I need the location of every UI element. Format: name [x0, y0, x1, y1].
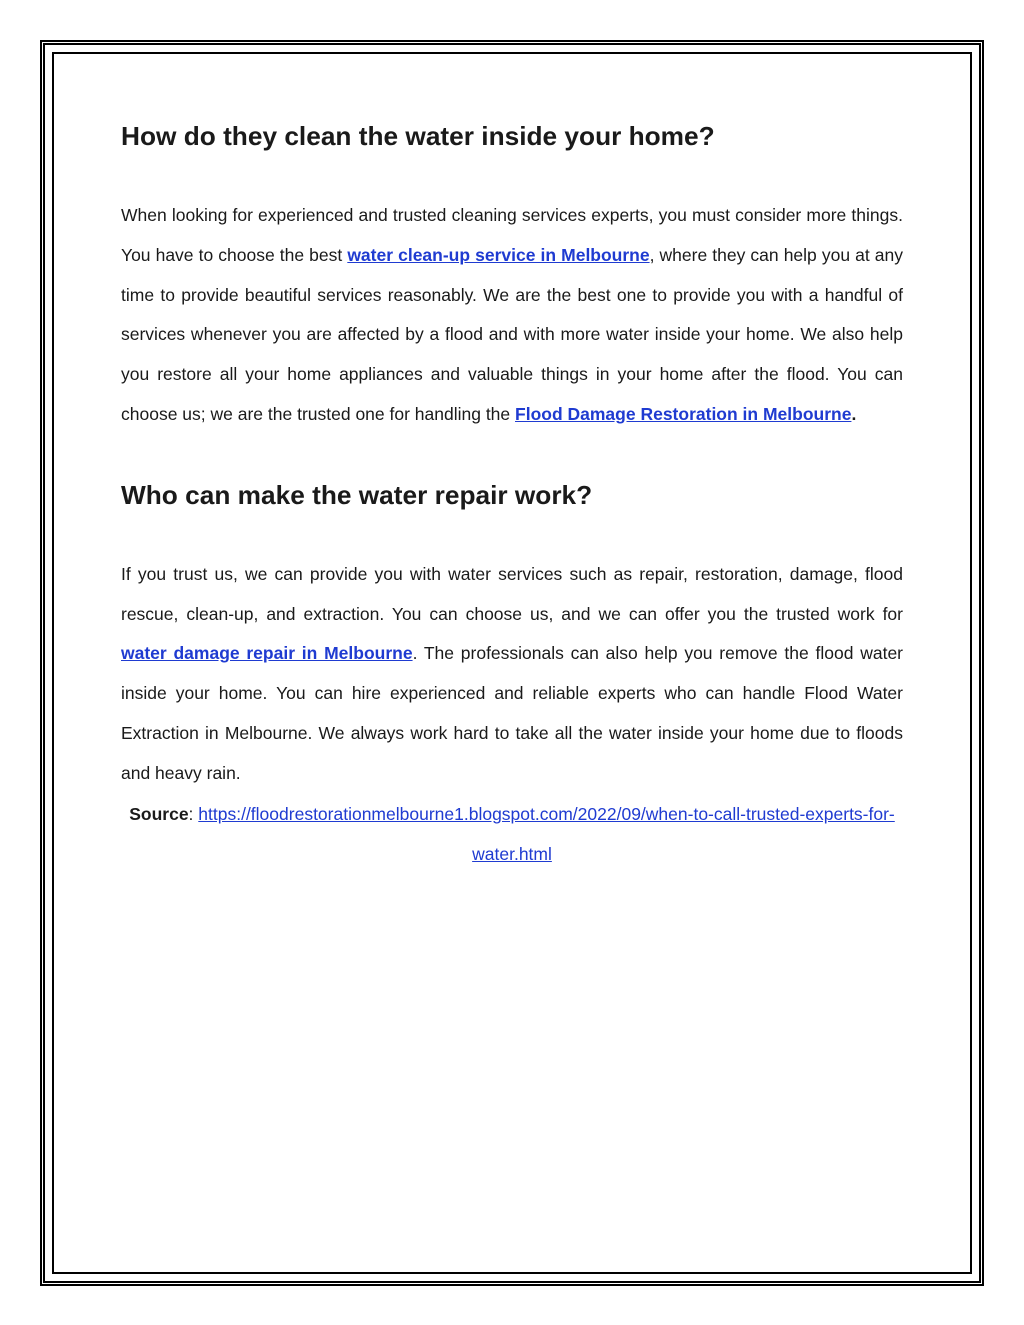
paragraph-end: .	[851, 403, 857, 424]
spacer	[121, 515, 903, 555]
paragraph-text: If you trust us, we can provide you with water services such as repair, restoration, damage, flood rescue, clean-up, and extraction. You can choose us, and we can offer you the trusted work for	[121, 563, 903, 624]
paragraph-text: , where they can help you at any time to provide beautiful services reasonably. We are the best one to provide you with a handful of services whenever you are affected by a flood and with more water inside your home. We also help you restore all your home appliances and valuable things in your home after the flood. You can choose us; we are the trusted one for handling the	[121, 244, 903, 424]
source-url-link[interactable]: https://floodrestorationmelbourne1.blogspot.com/2022/09/when-to-call-trusted-experts-for-water.html	[198, 803, 895, 864]
link-water-clean-up-service[interactable]: water clean-up service in Melbourne	[347, 244, 650, 265]
spacer	[121, 156, 903, 196]
paragraph-clean-water	[121, 196, 903, 435]
section-heading-clean-water: How do they clean the water inside your home?	[121, 121, 715, 151]
paragraph-text: When looking for experienced and trusted cleaning services experts, you must consider more things. You have to choose the best	[121, 205, 903, 265]
section-heading-water-repair: Who can make the water repair work?	[121, 479, 593, 510]
spacer	[121, 435, 903, 475]
source-separator: :	[188, 803, 199, 824]
source-label: Source	[129, 803, 189, 824]
link-water-damage-repair[interactable]: water damage repair in Melbourne	[121, 643, 413, 664]
link-flood-damage-restoration[interactable]: Flood Damage Restoration in Melbourne	[515, 403, 852, 424]
paragraph-text: . The professionals can also help you remove the flood water inside your home. You can hire experienced and reliable experts who can handle Flood Water Extraction in Melbourne. We always work hard to take all the water inside your home due to floods and heavy rain.	[121, 643, 903, 783]
source-line	[121, 794, 903, 874]
document-body	[121, 116, 903, 874]
paragraph-water-repair	[121, 555, 903, 794]
